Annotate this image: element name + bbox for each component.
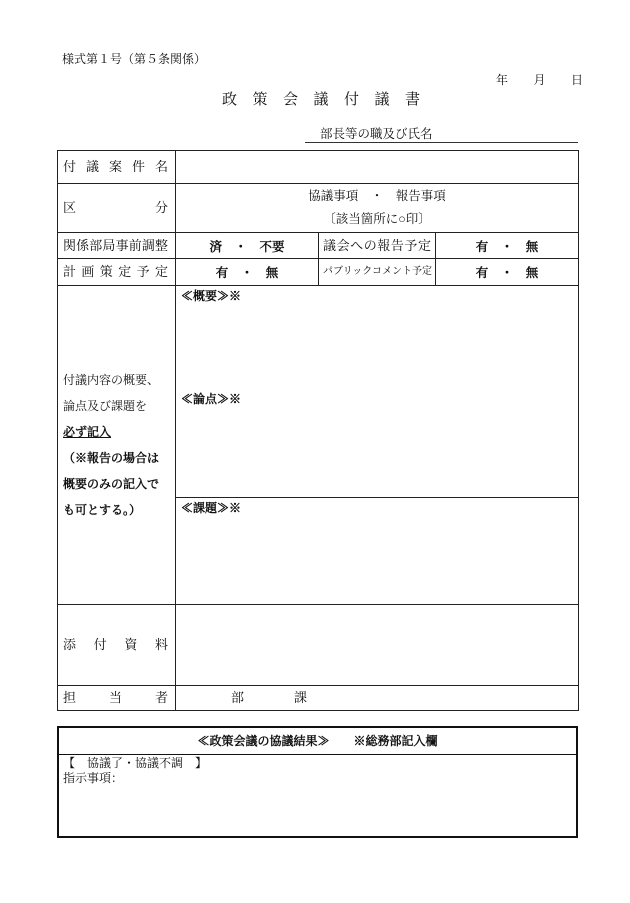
result-title: ≪政策会議の協議結果≫ ※総務部記入欄 (59, 728, 576, 755)
overview-issues-field[interactable] (176, 286, 579, 498)
overview-issues-area[interactable] (176, 286, 578, 497)
category-note: 〔該当箇所に○印〕 (323, 212, 431, 226)
category-label: 区 分 (63, 200, 168, 215)
council-report-options[interactable]: 有 ・ 無 (475, 239, 539, 254)
proposal-form-table (57, 150, 579, 711)
row-content-upper (58, 286, 579, 498)
challenges-label: ≪課題≫※ (181, 501, 242, 515)
row-plan (58, 259, 579, 286)
form-number: 様式第１号（第５条関係） (62, 52, 207, 66)
council-report-field[interactable] (436, 233, 579, 259)
item-name-label: 付 議 案 件 名 (63, 159, 168, 174)
prior-coordination-label-cell (58, 233, 176, 259)
staff-label-cell (58, 686, 176, 711)
date-field[interactable]: 年 月 日 (496, 73, 583, 87)
item-name-label-cell (58, 151, 176, 184)
public-comment-field[interactable] (436, 259, 579, 286)
official-signature-line[interactable] (305, 127, 578, 143)
issues-label: ≪論点≫※ (181, 392, 242, 406)
prior-coordination-label: 関係部局事前調整 (63, 237, 168, 253)
content-instruction-line: （※報告の場合は (63, 451, 160, 465)
meeting-result-box (57, 726, 578, 838)
plan-field[interactable] (176, 259, 319, 286)
public-comment-label: パブリックコメント予定 (323, 266, 432, 277)
staff-department-section[interactable]: 部 課 (231, 690, 307, 705)
row-category (58, 184, 579, 233)
public-comment-options[interactable]: 有 ・ 無 (475, 266, 539, 280)
document-title: 政 策 会 議 付 議 書 (222, 92, 420, 108)
attachments-label-cell (58, 605, 176, 686)
category-options[interactable]: 協議事項 ・ 報告事項 (308, 189, 446, 203)
challenges-field[interactable] (176, 498, 579, 605)
staff-label: 担 当 者 (63, 690, 168, 705)
content-instruction-line: 付議内容の概要、 (63, 373, 160, 387)
content-instruction-cell (58, 286, 176, 605)
row-attachments (58, 605, 579, 686)
item-name-field[interactable] (176, 151, 579, 184)
result-body[interactable] (59, 755, 576, 786)
category-field[interactable] (176, 184, 579, 233)
category-label-cell (58, 184, 176, 233)
public-comment-label-cell (319, 259, 436, 286)
instructions-label: 指示事項： (63, 771, 124, 785)
plan-options[interactable]: 有 ・ 無 (215, 266, 279, 280)
prior-coordination-options[interactable]: 済 ・ 不要 (209, 239, 285, 254)
council-report-label: 議会への報告予定 (323, 237, 431, 253)
row-coordination (58, 233, 579, 259)
row-staff (58, 686, 579, 711)
plan-label: 計 画 策 定 予 定 (63, 264, 168, 279)
overview-label: ≪概要≫※ (181, 289, 242, 303)
attachments-field[interactable] (176, 605, 579, 686)
content-instruction-required: 必ず記入 (63, 425, 112, 439)
row-item-name (58, 151, 579, 184)
official-label: 部長等の職及び氏名 (320, 127, 433, 141)
plan-label-cell (58, 259, 176, 286)
content-instruction-line: も可とする。） (63, 503, 142, 517)
result-status[interactable]: 【 協議了・協議不調 】 (63, 756, 208, 770)
challenges-area[interactable] (176, 498, 578, 604)
prior-coordination-field[interactable] (176, 233, 319, 259)
council-report-label-cell (319, 233, 436, 259)
content-instruction-line: 論点及び課題を (63, 399, 148, 413)
attachments-label: 添 付 資 料 (63, 637, 168, 652)
content-instruction-line: 概要のみの記入で (63, 477, 160, 491)
staff-field[interactable] (176, 686, 579, 711)
